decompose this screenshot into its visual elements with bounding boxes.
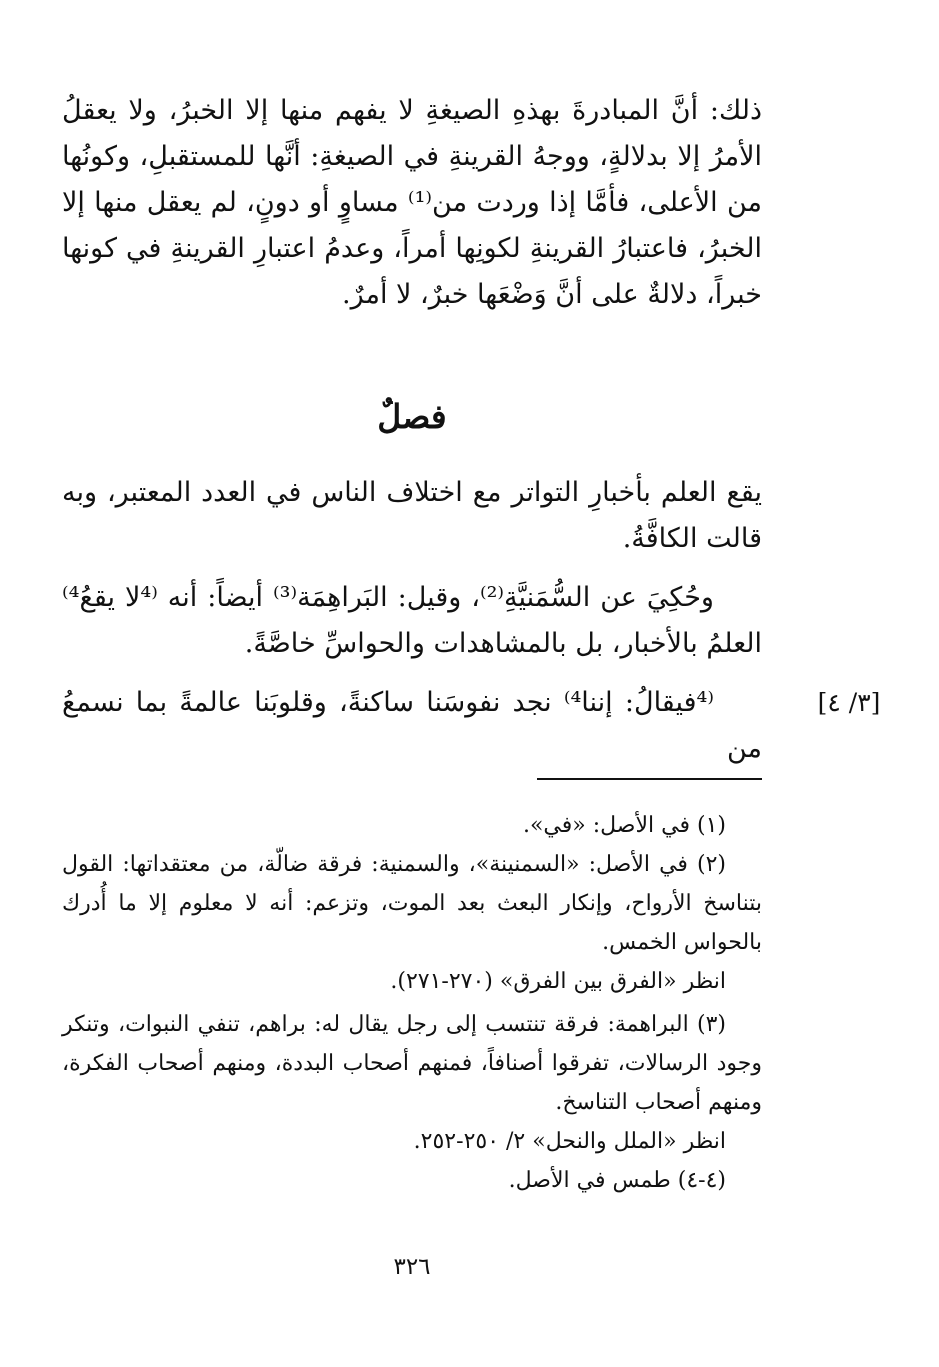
footnote-4: (٤-٤) طمس في الأصل. (508, 1168, 726, 1193)
footnote-3: (٣) البراهمة: فرقة تنتسب إلى رجل يقال له: براهم، تنفي النبوات، وتنكر وجود الرسالات، تفرقوا أصنافاً، فمنهم أصحاب البددة، ومنهم أصحاب الفكرة، ومنهم أصحاب التناسخ. (62, 1012, 762, 1115)
paragraph-4 (62, 680, 762, 772)
footnote-2-reference: انظر «الفرق بين الفرق» (٢٧٠-٢٧١). (390, 969, 726, 994)
footnote-divider (537, 778, 762, 780)
paragraph-3-text: وحُكِيَ عن السُّمَنيَّةِ⁽²⁾، وقيل: البَراهِمَة⁽³⁾ أيضاً: أنه ⁽⁴لا يقعُ⁴⁾ العلمُ بالأخبار، بل بالمشاهدات والحواسِّ خاصَّةً. (62, 582, 762, 659)
section-heading: فصلٌ (377, 397, 447, 436)
manuscript-page-reference: [٣/ ٤] (817, 688, 881, 717)
paragraph-4-text: ⁽⁴فيقالُ: إننا⁴⁾ نجد نفوسَنا ساكنةً، وقلوبَنا عالمةً بما نسمعُ من (62, 687, 762, 764)
paragraph-2-text: يقع العلم بأخبارِ التواتر مع اختلاف الناس في العدد المعتبر، وبه قالت الكافَّةُ. (62, 477, 762, 554)
footnote-2: (٢) في الأصل: «السمنينة»، والسمنية: فرقة ضالّة، من معتقداتها: القول بتناسخ الأرواح، وإنكار البعث بعد الموت، وتزعم: أنه لا معلوم إلا ما أُدرك بالحواس الخمس. (62, 852, 762, 955)
footnote-3-reference: انظر «الملل والنحل» ٢/ ٢٥٠-٢٥٢. (413, 1129, 726, 1154)
paragraph-1 (62, 88, 762, 318)
paragraph-2 (62, 470, 762, 562)
footnotes (62, 806, 762, 1200)
page-number: ٣٢٦ (393, 1254, 431, 1280)
paragraph-3 (62, 575, 762, 667)
paragraph-1-text: ذلك: أنَّ المبادرةَ بهذهِ الصيغةِ لا يفهم منها إلا الخبرُ، ولا يعقلُ الأمرُ إلا بدلالةٍ، ووجهُ القرينةِ في الصيغةِ: أنَّها للمستقبلِ، وكونُها من الأعلى، فأمَّا إذا وردت من⁽¹⁾ مساوٍ أو دونٍ، لم يعقل منها إلا الخبرُ، فاعتبارُ القرينةِ لكونِها أمراً، وعدمُ اعتبارِ القرينةِ في كونها خبراً، دلالةٌ على أنَّ وَضْعَها خبرٌ، لا أمرٌ. (62, 95, 762, 310)
footnote-1: (١) في الأصل: «في». (522, 813, 726, 838)
